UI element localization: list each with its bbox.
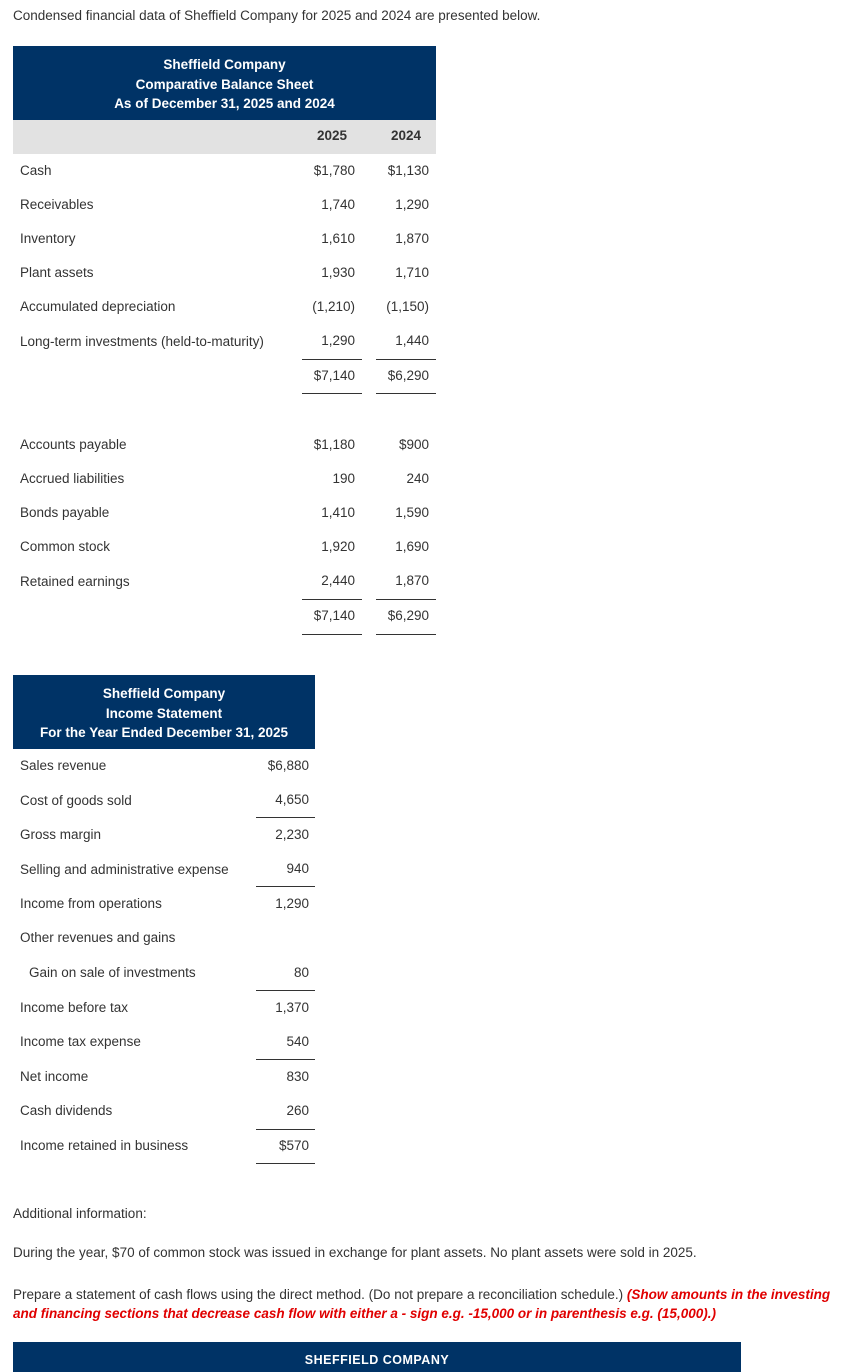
value-2024: (1,150)	[386, 299, 429, 314]
income-value: 540	[286, 1034, 309, 1049]
row-label: Income from operations	[20, 896, 162, 911]
value-2025: 1,740	[321, 197, 355, 212]
income-value: $6,880	[267, 758, 309, 773]
value-2025: 1,920	[321, 539, 355, 554]
income-value: 260	[286, 1103, 309, 1118]
value-2024: 1,590	[395, 505, 429, 520]
row-label: Cost of goods sold	[20, 793, 132, 808]
total-rule	[256, 1163, 315, 1164]
subtotal-rule	[256, 817, 315, 818]
subtotal-rule	[302, 599, 362, 600]
income-value: 80	[293, 965, 309, 980]
liabilities-total-2024: $6,290	[387, 608, 429, 623]
income-value: 1,370	[275, 1000, 309, 1015]
row-label: Selling and administrative expense	[20, 862, 229, 877]
balance-sheet-header	[13, 46, 436, 120]
value-2024: 1,440	[395, 333, 429, 348]
income-statement-subtitle: Income Statement	[105, 705, 223, 721]
balance-sheet-column-header-row	[13, 120, 436, 154]
total-rule	[376, 393, 436, 394]
income-value: 830	[286, 1069, 309, 1084]
row-label: Common stock	[20, 539, 111, 554]
row-label: Receivables	[20, 197, 94, 212]
subtotal-rule	[376, 359, 436, 360]
value-2024: 1,290	[395, 197, 429, 212]
subtotal-rule	[256, 1129, 315, 1130]
row-label: Net income	[20, 1069, 89, 1084]
subtotal-rule	[256, 990, 315, 991]
total-rule	[302, 393, 362, 394]
value-2025: 1,410	[321, 505, 355, 520]
row-label: Plant assets	[20, 265, 94, 280]
row-label: Bonds payable	[20, 505, 110, 520]
balance-sheet-date: As of December 31, 2025 and 2024	[114, 96, 335, 111]
instructions-highlight: (Show amounts in the investing and financing sections that decrease cash flow with either a - sign e.g. -15,000 or in parenthesis e.g. (15,000).)	[13, 1287, 831, 1321]
value-2025: 2,440	[321, 573, 355, 588]
assets-total-2024: $6,290	[387, 368, 429, 383]
value-2025: 1,610	[321, 231, 355, 246]
row-label: Long-term investments (held-to-maturity)	[20, 334, 264, 349]
row-label: Cash dividends	[20, 1103, 113, 1118]
value-2025: 1,290	[321, 333, 355, 348]
row-label: Income retained in business	[20, 1138, 189, 1153]
value-2024: 240	[406, 471, 429, 486]
income-value: 2,230	[275, 827, 309, 842]
subtotal-rule	[256, 886, 315, 887]
row-label: Accrued liabilities	[20, 471, 125, 486]
liabilities-total-2025: $7,140	[313, 608, 355, 623]
subtotal-rule	[302, 359, 362, 360]
additional-info-note: During the year, $70 of common stock was issued in exchange for plant assets. No plant assets were sold in 2025.	[13, 1245, 697, 1260]
row-label: Gross margin	[20, 827, 102, 842]
value-2025: 190	[332, 471, 355, 486]
balance-sheet-subtitle: Comparative Balance Sheet	[135, 76, 314, 92]
value-2024: 1,710	[395, 265, 429, 280]
column-header-2024: 2024	[390, 128, 422, 143]
income-value: $570	[278, 1138, 309, 1153]
value-2024: $900	[398, 437, 429, 452]
income-value: 1,290	[275, 896, 309, 911]
income-statement-title: Sheffield Company	[102, 686, 226, 701]
balance-sheet-title: Sheffield Company	[163, 57, 286, 72]
total-rule	[376, 634, 436, 635]
row-label: Inventory	[20, 231, 76, 246]
instructions-text: Prepare a statement of cash flows using the direct method. (Do not prepare a reconciliation schedule.)	[13, 1287, 624, 1302]
value-2024: 1,870	[395, 231, 429, 246]
income-value: 940	[286, 861, 309, 876]
value-2025: (1,210)	[312, 299, 355, 314]
row-label: Sales revenue	[20, 758, 107, 773]
subtotal-rule	[256, 1059, 315, 1060]
row-label: Income before tax	[20, 1000, 129, 1015]
subtotal-rule	[376, 599, 436, 600]
assets-total-2025: $7,140	[313, 368, 355, 383]
value-2024: 1,870	[395, 573, 429, 588]
column-header-2025: 2025	[316, 128, 348, 143]
row-label: Income tax expense	[20, 1034, 141, 1049]
row-label: Gain on sale of investments	[29, 965, 196, 980]
value-2024: $1,130	[387, 163, 429, 178]
intro-text: Condensed financial data of Sheffield Company for 2025 and 2024 are presented below.	[13, 8, 541, 23]
income-value: 4,650	[275, 792, 309, 807]
income-statement-header	[13, 675, 315, 749]
additional-info-heading: Additional information:	[13, 1206, 147, 1221]
row-label: Cash	[20, 163, 52, 178]
row-label: Accounts payable	[20, 437, 127, 452]
value-2025: $1,780	[313, 163, 355, 178]
income-statement-date: For the Year Ended December 31, 2025	[39, 725, 289, 740]
row-label: Retained earnings	[20, 574, 130, 589]
row-label: Other revenues and gains	[20, 930, 176, 945]
total-rule	[302, 634, 362, 635]
value-2025: 1,930	[321, 265, 355, 280]
cash-flow-statement-title: SHEFFIELD COMPANY	[304, 1353, 450, 1367]
value-2024: 1,690	[395, 539, 429, 554]
cash-flow-statement-header	[13, 1342, 741, 1372]
row-label: Accumulated depreciation	[20, 299, 176, 314]
instructions	[13, 1285, 849, 1323]
value-2025: $1,180	[313, 437, 355, 452]
